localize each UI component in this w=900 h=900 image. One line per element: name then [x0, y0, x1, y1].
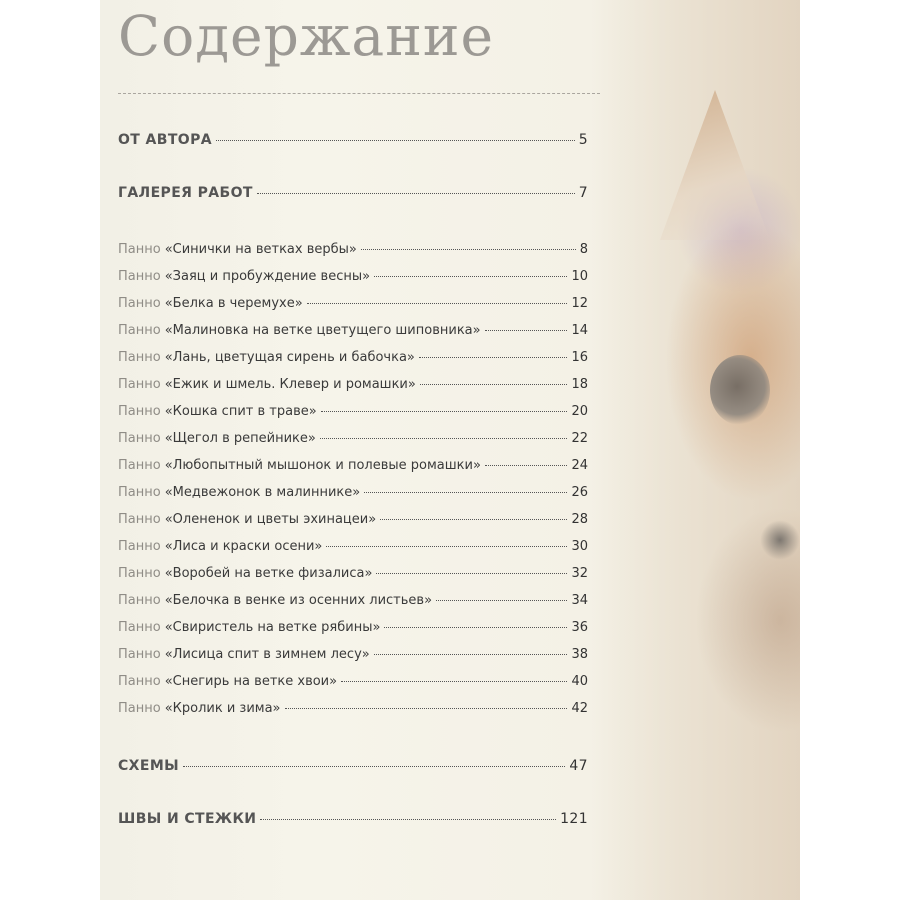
- toc-item[interactable]: [118, 593, 588, 613]
- page-title: Содержание: [118, 4, 495, 68]
- toc-item[interactable]: [118, 539, 588, 559]
- toc-section-schemes[interactable]: [118, 758, 588, 778]
- panel-prefix: Панно: [118, 296, 161, 311]
- toc-item[interactable]: [118, 323, 588, 343]
- toc-item[interactable]: [118, 620, 588, 640]
- panel-prefix: Панно: [118, 566, 161, 581]
- panel-prefix: Панно: [118, 647, 161, 662]
- panel-prefix: Панно: [118, 323, 161, 338]
- toc-item-title: «Медвежонок в малиннике»: [164, 485, 361, 500]
- toc-page-number: 38: [571, 647, 588, 662]
- dot-leader: [436, 600, 567, 601]
- dot-leader: [326, 546, 567, 547]
- dot-leader: [307, 303, 568, 304]
- toc-item[interactable]: [118, 512, 588, 532]
- toc-item[interactable]: [118, 296, 588, 316]
- toc-item[interactable]: [118, 350, 588, 370]
- panel-prefix: Панно: [118, 485, 161, 500]
- toc-item-title: «Олененок и цветы эхинацеи»: [164, 512, 377, 527]
- toc-page-number: 30: [571, 539, 588, 554]
- toc-item[interactable]: [118, 647, 588, 667]
- panel-prefix: Панно: [118, 458, 161, 473]
- toc-page-number: 10: [571, 269, 588, 284]
- toc-item-title: «Белка в черемухе»: [164, 296, 303, 311]
- illustration-eye: [710, 355, 770, 425]
- toc-page-number: 121: [560, 811, 588, 827]
- title-divider: [118, 93, 600, 94]
- toc-item-title: «Свиристель на ветке рябины»: [164, 620, 381, 635]
- toc-page-number: 28: [571, 512, 588, 527]
- toc-item[interactable]: [118, 458, 588, 478]
- toc-page-number: 14: [571, 323, 588, 338]
- dot-leader: [485, 330, 568, 331]
- panel-prefix: Панно: [118, 377, 161, 392]
- dot-leader: [320, 438, 568, 439]
- toc-item-title: «Лиса и краски осени»: [164, 539, 323, 554]
- toc-item[interactable]: [118, 242, 588, 262]
- toc-item-title: «Кошка спит в траве»: [164, 404, 317, 419]
- toc-item[interactable]: [118, 674, 588, 694]
- toc-section-label: ОТ АВТОРА: [118, 132, 212, 148]
- toc-item[interactable]: [118, 485, 588, 505]
- toc-page-number: 22: [571, 431, 588, 446]
- panel-prefix: Панно: [118, 512, 161, 527]
- panel-prefix: Панно: [118, 350, 161, 365]
- toc-section-author[interactable]: [118, 132, 588, 152]
- dot-leader: [260, 819, 556, 820]
- toc-page-number: 7: [578, 185, 588, 201]
- toc-item[interactable]: [118, 701, 588, 721]
- toc-item-title: «Снегирь на ветке хвои»: [164, 674, 338, 689]
- panel-prefix: Панно: [118, 701, 161, 716]
- toc-page-number: 20: [571, 404, 588, 419]
- dot-leader: [384, 627, 567, 628]
- toc-item-title: «Любопытный мышонок и полевые ромашки»: [164, 458, 481, 473]
- toc-item[interactable]: [118, 566, 588, 586]
- toc-page-number: 8: [579, 242, 588, 257]
- toc-page-number: 24: [571, 458, 588, 473]
- toc-page-number: 40: [571, 674, 588, 689]
- toc-item-title: «Белочка в венке из осенних листьев»: [164, 593, 433, 608]
- toc-section-label: СХЕМЫ: [118, 758, 180, 774]
- dot-leader: [364, 492, 567, 493]
- toc-item-title: «Заяц и пробуждение весны»: [164, 269, 371, 284]
- toc-item-title: «Кролик и зима»: [164, 701, 281, 716]
- toc-section-stitches[interactable]: [118, 811, 588, 831]
- toc-section-label: ШВЫ И СТЕЖКИ: [118, 811, 257, 827]
- panel-prefix: Панно: [118, 674, 161, 689]
- toc-item-title: «Лисица спит в зимнем лесу»: [164, 647, 370, 662]
- toc-item-title: «Синички на ветках вербы»: [164, 242, 357, 257]
- panel-prefix: Панно: [118, 620, 161, 635]
- toc-page-number: 47: [569, 758, 588, 774]
- panel-prefix: Панно: [118, 242, 161, 257]
- dot-leader: [419, 357, 568, 358]
- panel-prefix: Панно: [118, 404, 161, 419]
- toc-page-number: 36: [571, 620, 588, 635]
- illustration-nose: [760, 520, 800, 560]
- toc-page-number: 12: [571, 296, 588, 311]
- toc-item-title: «Ежик и шмель. Клевер и ромашки»: [164, 377, 416, 392]
- toc-page-number: 26: [571, 485, 588, 500]
- toc-page-number: 32: [571, 566, 588, 581]
- toc-item-title: «Воробей на ветке физалиса»: [164, 566, 373, 581]
- dot-leader: [376, 573, 567, 574]
- panel-prefix: Панно: [118, 269, 161, 284]
- toc-page-number: 5: [578, 132, 588, 148]
- toc-item[interactable]: [118, 404, 588, 424]
- dot-leader: [485, 465, 568, 466]
- dot-leader: [420, 384, 568, 385]
- dot-leader: [183, 766, 565, 767]
- dot-leader: [374, 654, 568, 655]
- toc-section-gallery[interactable]: [118, 185, 588, 205]
- panel-prefix: Панно: [118, 593, 161, 608]
- toc-item-title: «Лань, цветущая сирень и бабочка»: [164, 350, 415, 365]
- toc-item[interactable]: [118, 377, 588, 397]
- dot-leader: [374, 276, 567, 277]
- toc-item-title: «Щегол в репейнике»: [164, 431, 316, 446]
- dot-leader: [341, 681, 567, 682]
- toc-item-title: «Малиновка на ветке цветущего шиповника»: [164, 323, 481, 338]
- toc-page-number: 34: [571, 593, 588, 608]
- dot-leader: [257, 193, 575, 194]
- panel-prefix: Панно: [118, 431, 161, 446]
- toc-page-number: 42: [571, 701, 588, 716]
- toc-page-number: 18: [571, 377, 588, 392]
- panel-prefix: Панно: [118, 539, 161, 554]
- dot-leader: [380, 519, 567, 520]
- toc-item[interactable]: [118, 431, 588, 451]
- dot-leader: [285, 708, 568, 709]
- dot-leader: [321, 411, 568, 412]
- toc-page-number: 16: [571, 350, 588, 365]
- toc-section-label: ГАЛЕРЕЯ РАБОТ: [118, 185, 253, 201]
- dot-leader: [216, 140, 575, 141]
- toc-item[interactable]: [118, 269, 588, 289]
- embroidery-illustration: [590, 0, 800, 900]
- dot-leader: [361, 249, 576, 250]
